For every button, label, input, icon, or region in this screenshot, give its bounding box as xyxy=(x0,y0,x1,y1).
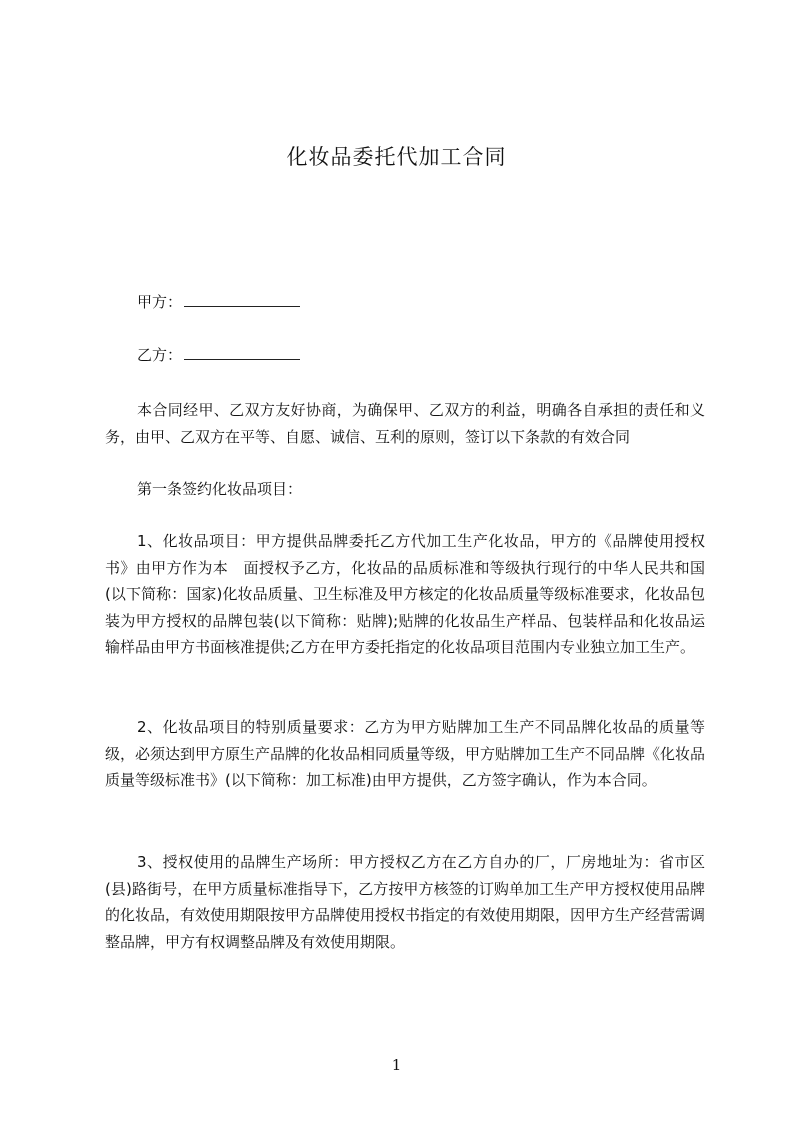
party-b-line xyxy=(137,345,300,365)
clause-2-paragraph: 2、化妆品项目的特别质量要求：乙方为甲方贴牌加工生产不同品牌化妆品的质量等级，必须达到甲方原生产品牌的化妆品相同质量等级，甲方贴牌加工生产不同品牌《化妆品质量等级标准书》(以下简称：加工标准)由甲方提供，乙方签字确认，作为本合同。 xyxy=(105,718,706,789)
party-b-blank xyxy=(184,345,300,360)
clause-1-paragraph: 1、化妆品项目：甲方提供品牌委托乙方代加工生产化妆品，甲方的《品牌使用授权书》由甲方作为本 面授权予乙方，化妆品的品质标准和等级执行现行的中华人民共和国(以下简称：国家)化妆品质量、卫生标准及甲方核定的化妆品质量等级标准要求，化妆品包装为甲方授权的品牌包装(以下简称：贴牌);贴牌的化妆品生产样品、包装样品和化妆品运输样品由甲方书面核准提供;乙方在甲方委托指定的化妆品项目范围内专业独立加工生产。 xyxy=(105,532,705,656)
intro-paragraph: 本合同经甲、乙双方友好协商，为确保甲、乙双方的利益，明确各自承担的责任和义务，由甲、乙双方在平等、自愿、诚信、互利的原则，签订以下条款的有效合同 xyxy=(105,401,705,446)
clause-3-paragraph: 3、授权使用的品牌生产场所：甲方授权乙方在乙方自办的厂，厂房地址为：省市区(县)路街号，在甲方质量标准指导下，乙方按甲方核签的订购单加工生产甲方授权使用品牌的化妆品，有效使用期限按甲方品牌使用授权书指定的有效使用期限，因甲方生产经营需调整品牌，甲方有权调整品牌及有效使用期限。 xyxy=(105,853,706,951)
party-a-line xyxy=(137,292,300,312)
document-title: 化妆品委托代加工合同 xyxy=(286,145,507,169)
page-number: 1 xyxy=(391,1056,402,1074)
party-b-label: 乙方： xyxy=(137,346,183,364)
party-a-blank xyxy=(184,292,300,307)
article-1-heading: 第一条签约化妆品项目： xyxy=(137,480,303,498)
party-a-label: 甲方： xyxy=(137,293,183,311)
